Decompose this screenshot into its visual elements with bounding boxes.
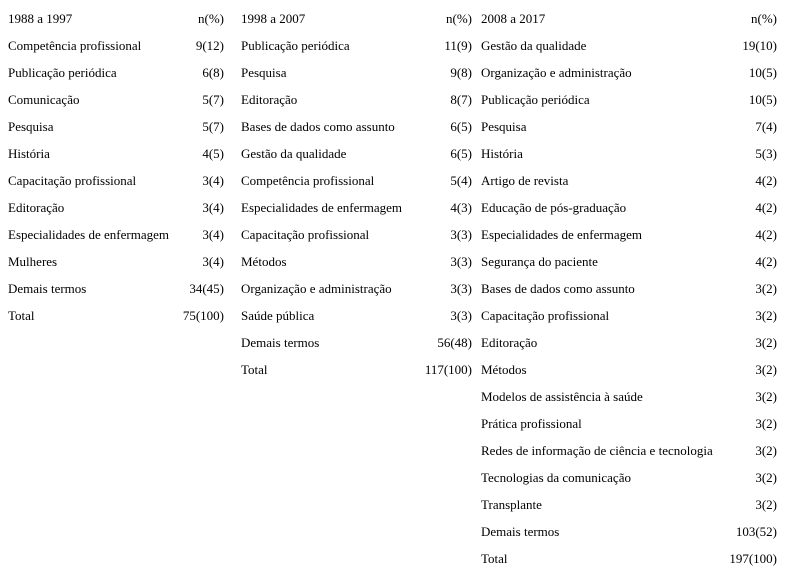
table-row xyxy=(481,167,777,194)
table-row xyxy=(8,221,224,248)
table-row xyxy=(241,248,472,275)
table-row xyxy=(241,59,472,86)
term-cell: Editoração xyxy=(481,335,538,350)
period-column-1988-1997 xyxy=(8,5,224,329)
unit-label: n(%) xyxy=(446,11,472,26)
value-cell: 4(5) xyxy=(202,146,224,161)
table-row xyxy=(481,329,777,356)
period-label: 1998 a 2007 xyxy=(241,11,306,26)
table-row xyxy=(481,275,777,302)
table-row xyxy=(481,194,777,221)
term-cell: Gestão da qualidade xyxy=(481,38,587,53)
table-row xyxy=(241,221,472,248)
term-cell: Gestão da qualidade xyxy=(241,146,347,161)
table-row xyxy=(8,140,224,167)
value-cell: 5(7) xyxy=(202,119,224,134)
table-row xyxy=(8,59,224,86)
value-cell: 6(5) xyxy=(450,146,472,161)
term-cell: História xyxy=(8,146,50,161)
value-cell: 3(3) xyxy=(450,254,472,269)
value-cell: 4(3) xyxy=(450,200,472,215)
value-cell: 9(12) xyxy=(195,38,224,53)
table-row xyxy=(481,464,777,491)
value-cell: 4(2) xyxy=(755,227,777,242)
term-cell: Pesquisa xyxy=(481,119,527,134)
table-row xyxy=(241,113,472,140)
term-cell: Capacitação profissional xyxy=(481,308,610,323)
term-cell: Bases de dados como assunto xyxy=(241,119,395,134)
column-header xyxy=(241,5,472,32)
value-cell: 7(4) xyxy=(755,119,777,134)
value-cell: 3(2) xyxy=(755,443,777,458)
term-cell: Publicação periódica xyxy=(241,38,350,53)
table-row xyxy=(481,383,777,410)
term-cell: Métodos xyxy=(481,362,527,377)
table-row xyxy=(8,86,224,113)
term-cell: Competência profissional xyxy=(8,38,142,53)
value-cell: 56(48) xyxy=(437,335,472,350)
table-row xyxy=(481,437,777,464)
table-row xyxy=(241,32,472,59)
period-label: 2008 a 2017 xyxy=(481,11,546,26)
term-cell: Editoração xyxy=(241,92,298,107)
column-header xyxy=(8,5,224,32)
term-cell: Transplante xyxy=(481,497,542,512)
value-cell: 103(52) xyxy=(735,524,777,539)
period-label: 1988 a 1997 xyxy=(8,11,73,26)
value-cell: 3(3) xyxy=(450,308,472,323)
value-cell: 5(3) xyxy=(755,146,777,161)
value-cell: 3(2) xyxy=(755,416,777,431)
table-row xyxy=(241,86,472,113)
table-row xyxy=(481,248,777,275)
term-cell: Demais termos xyxy=(8,281,87,296)
term-cell: Demais termos xyxy=(481,524,560,539)
table-row xyxy=(481,59,777,86)
table-row xyxy=(241,167,472,194)
term-cell: Pesquisa xyxy=(241,65,287,80)
table-row xyxy=(481,410,777,437)
value-cell: 3(4) xyxy=(202,173,224,188)
value-cell: 117(100) xyxy=(424,362,472,377)
total-row xyxy=(481,545,777,572)
term-cell: Capacitação profissional xyxy=(8,173,137,188)
table-row xyxy=(241,140,472,167)
term-cell: Competência profissional xyxy=(241,173,375,188)
term-cell: Especialidades de enfermagem xyxy=(481,227,642,242)
value-cell: 3(3) xyxy=(450,227,472,242)
term-cell: Mulheres xyxy=(8,254,58,269)
term-cell: Especialidades de enfermagem xyxy=(241,200,402,215)
term-cell: Especialidades de enfermagem xyxy=(8,227,169,242)
term-cell: Prática profissional xyxy=(481,416,582,431)
term-cell: Métodos xyxy=(241,254,287,269)
table-row xyxy=(481,302,777,329)
value-cell: 4(2) xyxy=(755,254,777,269)
value-cell: 6(8) xyxy=(202,65,224,80)
total-row xyxy=(241,356,472,383)
table-row xyxy=(481,356,777,383)
value-cell: 3(2) xyxy=(755,497,777,512)
term-cell: Total xyxy=(481,551,508,566)
value-cell: 5(4) xyxy=(450,173,472,188)
value-cell: 5(7) xyxy=(202,92,224,107)
term-cell: Publicação periódica xyxy=(8,65,117,80)
value-cell: 3(4) xyxy=(202,254,224,269)
value-cell: 3(2) xyxy=(755,389,777,404)
table-row xyxy=(8,194,224,221)
table-row xyxy=(241,302,472,329)
table-row xyxy=(241,275,472,302)
term-cell: Artigo de revista xyxy=(481,173,569,188)
value-cell: 4(2) xyxy=(755,173,777,188)
term-cell: Demais termos xyxy=(241,335,320,350)
value-cell: 3(4) xyxy=(202,227,224,242)
term-cell: Organização e administração xyxy=(481,65,632,80)
value-cell: 4(2) xyxy=(755,200,777,215)
term-cell: Capacitação profissional xyxy=(241,227,370,242)
value-cell: 19(10) xyxy=(742,38,777,53)
total-row xyxy=(8,302,224,329)
value-cell: 34(45) xyxy=(189,281,224,296)
value-cell: 3(4) xyxy=(202,200,224,215)
table-row xyxy=(481,518,777,545)
value-cell: 8(7) xyxy=(450,92,472,107)
value-cell: 3(2) xyxy=(755,281,777,296)
table-row xyxy=(8,32,224,59)
term-cell: Comunicação xyxy=(8,92,80,107)
term-cell: Saúde pública xyxy=(241,308,315,323)
value-cell: 9(8) xyxy=(450,65,472,80)
table-row xyxy=(241,194,472,221)
term-cell: Modelos de assistência à saúde xyxy=(481,389,643,404)
value-cell: 3(2) xyxy=(755,362,777,377)
table-row xyxy=(481,113,777,140)
table-row xyxy=(481,491,777,518)
column-header xyxy=(481,5,777,32)
term-cell: Total xyxy=(8,308,35,323)
table-row xyxy=(481,86,777,113)
period-column-1998-2007 xyxy=(241,5,472,383)
term-cell: Segurança do paciente xyxy=(481,254,598,269)
table-row xyxy=(8,248,224,275)
table-row xyxy=(481,140,777,167)
term-cell: Total xyxy=(241,362,268,377)
term-cell: Redes de informação de ciência e tecnologia xyxy=(481,443,713,458)
unit-label: n(%) xyxy=(751,11,777,26)
value-cell: 6(5) xyxy=(450,119,472,134)
term-cell: Bases de dados como assunto xyxy=(481,281,635,296)
table-row xyxy=(8,167,224,194)
value-cell: 3(2) xyxy=(755,470,777,485)
table-row xyxy=(481,32,777,59)
unit-label: n(%) xyxy=(198,11,224,26)
term-cell: Pesquisa xyxy=(8,119,54,134)
value-cell: 197(100) xyxy=(729,551,777,566)
term-cell: Editoração xyxy=(8,200,65,215)
table-row xyxy=(8,275,224,302)
term-cell: Tecnologias da comunicação xyxy=(481,470,631,485)
value-cell: 3(2) xyxy=(755,335,777,350)
period-column-2008-2017 xyxy=(481,5,777,572)
term-cell: Publicação periódica xyxy=(481,92,590,107)
term-cell: Educação de pós-graduação xyxy=(481,200,627,215)
value-cell: 10(5) xyxy=(748,65,777,80)
value-cell: 11(9) xyxy=(444,38,472,53)
value-cell: 3(2) xyxy=(755,308,777,323)
table-row xyxy=(481,221,777,248)
value-cell: 3(3) xyxy=(450,281,472,296)
value-cell: 75(100) xyxy=(182,308,224,323)
term-cell: Organização e administração xyxy=(241,281,392,296)
table-row xyxy=(241,329,472,356)
term-cell: História xyxy=(481,146,523,161)
value-cell: 10(5) xyxy=(748,92,777,107)
table-row xyxy=(8,113,224,140)
